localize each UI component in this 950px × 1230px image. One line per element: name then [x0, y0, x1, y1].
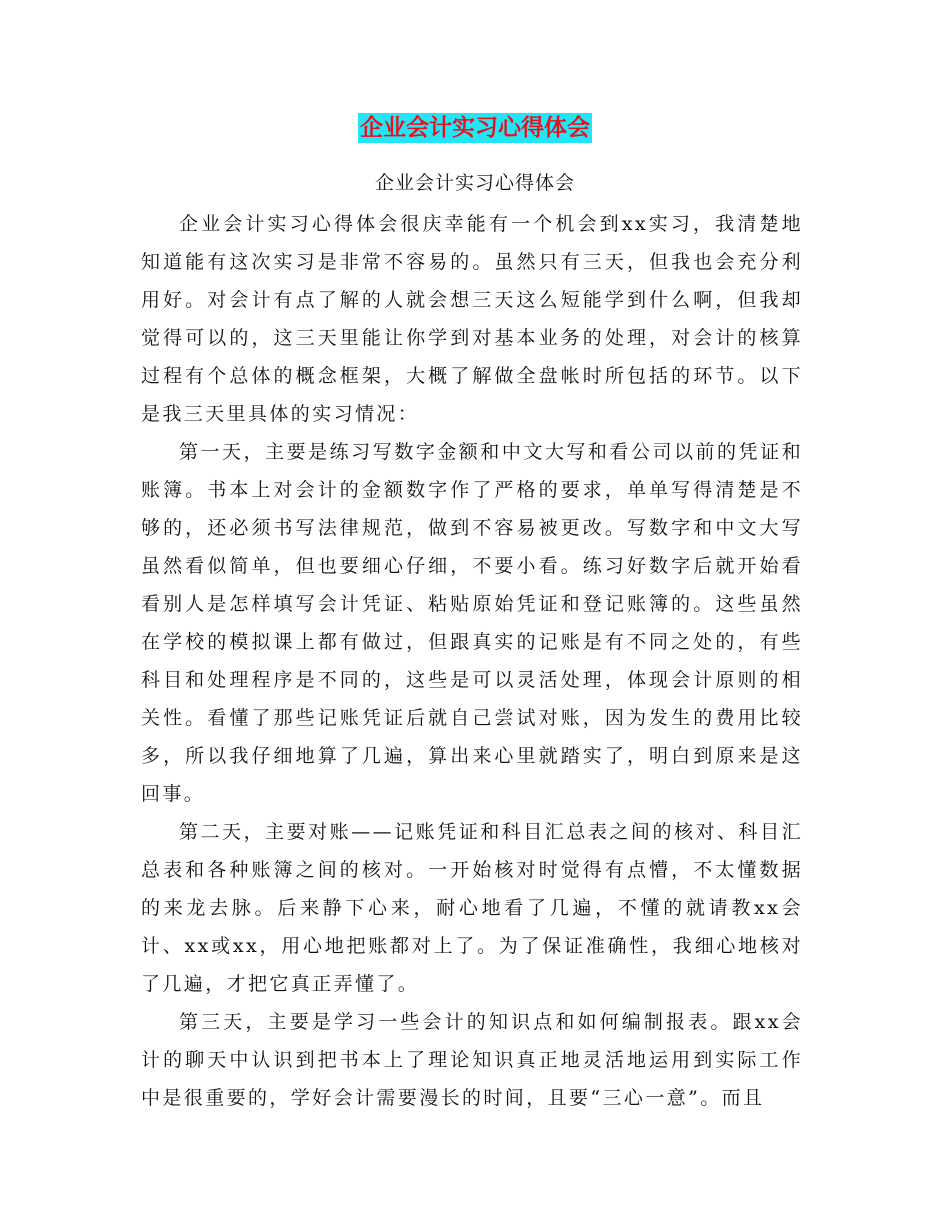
paragraph-day-two: 第二天，主要对账——记账凭证和科目汇总表之间的核对、科目汇总表和各种账簿之间的核对。一开始核对时觉得有点懵，不太懂数据的来龙去脉。后来静下心来，耐心地看了几遍，不懂的就请教xx会计、xx或xx，用心地把账都对上了。为了保证准确性，我细心地核对了几遍，才把它真正弄懂了。 [141, 821, 803, 995]
paragraph-intro: 企业会计实习心得体会很庆幸能有一个机会到xx实习，我清楚地知道能有这次实习是非常不容易的。虽然只有三天，但我也会充分利用好。对会计有点了解的人就会想三天这么短能学到什么啊，但我却觉得可以的，这三天里能让你学到对基本业务的处理，对会计的核算过程有个总体的概念框架，大概了解做全盘帐时所包括的环节。以下是我三天里具体的实习情况： [141, 213, 803, 425]
document-subtitle: 企业会计实习心得体会 [374, 172, 575, 194]
paragraph-day-one: 第一天，主要是练习写数字金额和中文大写和看公司以前的凭证和账簿。书本上对会计的金额数字作了严格的要求，单单写得清楚是不够的，还必须书写法律规范，做到不容易被更改。写数字和中文大写虽然看似简单，但也要细心仔细，不要小看。练习好数字后就开始看看别人是怎样填写会计凭证、粘贴原始凭证和登记账簿的。这些虽然在学校的模拟课上都有做过，但跟真实的记账是有不同之处的，有些科目和处理程序是不同的，这些是可以灵活处理，体现会计原则的相关性。看懂了那些记账凭证后就自己尝试对账，因为发生的费用比较多，所以我仔细地算了几遍，算出来心里就踏实了，明白到原来是这回事。 [141, 441, 803, 805]
document-title: 企业会计实习心得体会 [360, 115, 590, 141]
document-body [141, 205, 803, 1117]
paragraph-day-three: 第三天，主要是学习一些会计的知识点和如何编制报表。跟xx会计的聊天中认识到把书本上了理论知识真正地灵活地运用到实际工作中是很重要的，学好会计需要漫长的时间，且要“三心一意”。而且 [141, 1011, 803, 1109]
title-block [0, 113, 950, 143]
